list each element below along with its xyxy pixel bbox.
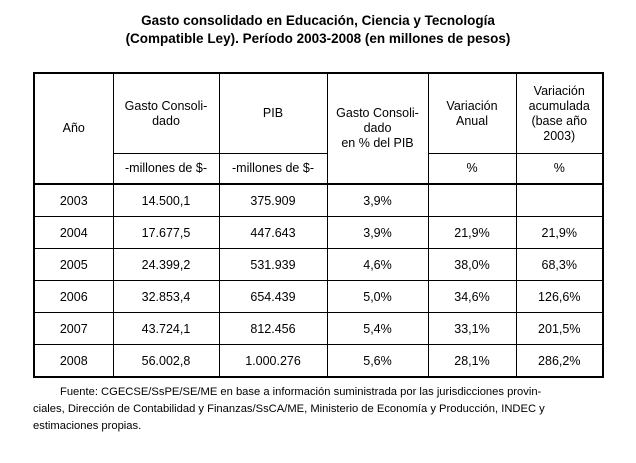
- footnote-line-2: ciales, Dirección de Contabilidad y Finanzas/SsCA/ME, Ministerio de Economía y Producción, INDEC y: [33, 403, 545, 415]
- unit-pib: -millones de $-: [219, 154, 327, 185]
- cell-var-acum: 21,9%: [516, 217, 603, 249]
- cell-pib: 531.939: [219, 249, 327, 281]
- cell-anio: 2008: [34, 345, 113, 378]
- header-gasto: [113, 73, 219, 154]
- header-var-acum-line-4: 2003): [543, 128, 576, 143]
- header-var-anual-line-2: Anual: [456, 113, 488, 128]
- cell-var-acum: 126,6%: [516, 281, 603, 313]
- page-title: [0, 12, 636, 48]
- header-var-acum-line-2: acumulada: [528, 98, 590, 113]
- table-row: [34, 345, 603, 378]
- title-line-1: Gasto consolidado en Educación, Ciencia y Tecnología: [141, 13, 495, 28]
- cell-anio: 2003: [34, 184, 113, 217]
- cell-var-acum: [516, 184, 603, 217]
- cell-var-acum: 68,3%: [516, 249, 603, 281]
- unit-var-anual: %: [428, 154, 516, 185]
- cell-gasto: 24.399,2: [113, 249, 219, 281]
- header-pib: PIB: [219, 73, 327, 154]
- footnote-line-1: Fuente: CGECSE/SsPE/SE/ME en base a información suministrada por las jurisdicciones provin-: [60, 386, 542, 398]
- cell-var-anual: 34,6%: [428, 281, 516, 313]
- header-gasto-pib-line-3: en % del PIB: [341, 136, 414, 150]
- table-row: [34, 184, 603, 217]
- header-var-acum-line-1: Variación: [533, 83, 585, 98]
- cell-var-acum: 286,2%: [516, 345, 603, 378]
- cell-anio: 2007: [34, 313, 113, 345]
- cell-gasto-pib: 4,6%: [327, 249, 428, 281]
- footnote-line-3: estimaciones propias.: [33, 420, 142, 432]
- cell-var-acum: 201,5%: [516, 313, 603, 345]
- cell-var-anual: [428, 184, 516, 217]
- header-gasto-pib-line-1: Gasto Consoli-: [336, 106, 419, 120]
- cell-anio: 2006: [34, 281, 113, 313]
- cell-gasto: 56.002,8: [113, 345, 219, 378]
- header-anio: Año: [34, 73, 113, 184]
- header-gasto-line-1: Gasto Consoli-: [124, 98, 208, 113]
- cell-pib: 1.000.276: [219, 345, 327, 378]
- table-row: [34, 313, 603, 345]
- cell-var-anual: 33,1%: [428, 313, 516, 345]
- cell-pib: 447.643: [219, 217, 327, 249]
- cell-var-anual: 21,9%: [428, 217, 516, 249]
- cell-var-anual: 38,0%: [428, 249, 516, 281]
- cell-pib: 375.909: [219, 184, 327, 217]
- cell-gasto-pib: 3,9%: [327, 217, 428, 249]
- header-gasto-pib: [327, 73, 428, 184]
- cell-gasto: 43.724,1: [113, 313, 219, 345]
- cell-gasto-pib: 5,0%: [327, 281, 428, 313]
- source-footnote: [33, 384, 605, 435]
- table-row: [34, 217, 603, 249]
- cell-var-anual: 28,1%: [428, 345, 516, 378]
- cell-anio: 2004: [34, 217, 113, 249]
- cell-anio: 2005: [34, 249, 113, 281]
- cell-pib: 812.456: [219, 313, 327, 345]
- header-var-anual-line-1: Variación: [446, 98, 498, 113]
- header-var-acum-line-3: (base año: [531, 113, 588, 128]
- header-var-anual: [428, 73, 516, 154]
- cell-gasto: 17.677,5: [113, 217, 219, 249]
- unit-gasto: -millones de $-: [113, 154, 219, 185]
- title-line-2: (Compatible Ley). Período 2003-2008 (en millones de pesos): [125, 31, 511, 46]
- header-var-acum: [516, 73, 603, 154]
- cell-gasto-pib: 3,9%: [327, 184, 428, 217]
- data-table: [33, 72, 604, 378]
- unit-var-acum: %: [516, 154, 603, 185]
- cell-pib: 654.439: [219, 281, 327, 313]
- cell-gasto-pib: 5,4%: [327, 313, 428, 345]
- header-gasto-pib-line-2: dado: [363, 121, 392, 135]
- header-gasto-line-2: dado: [152, 113, 180, 128]
- cell-gasto-pib: 5,6%: [327, 345, 428, 378]
- cell-gasto: 14.500,1: [113, 184, 219, 217]
- cell-gasto: 32.853,4: [113, 281, 219, 313]
- table-row: [34, 281, 603, 313]
- table-row: [34, 249, 603, 281]
